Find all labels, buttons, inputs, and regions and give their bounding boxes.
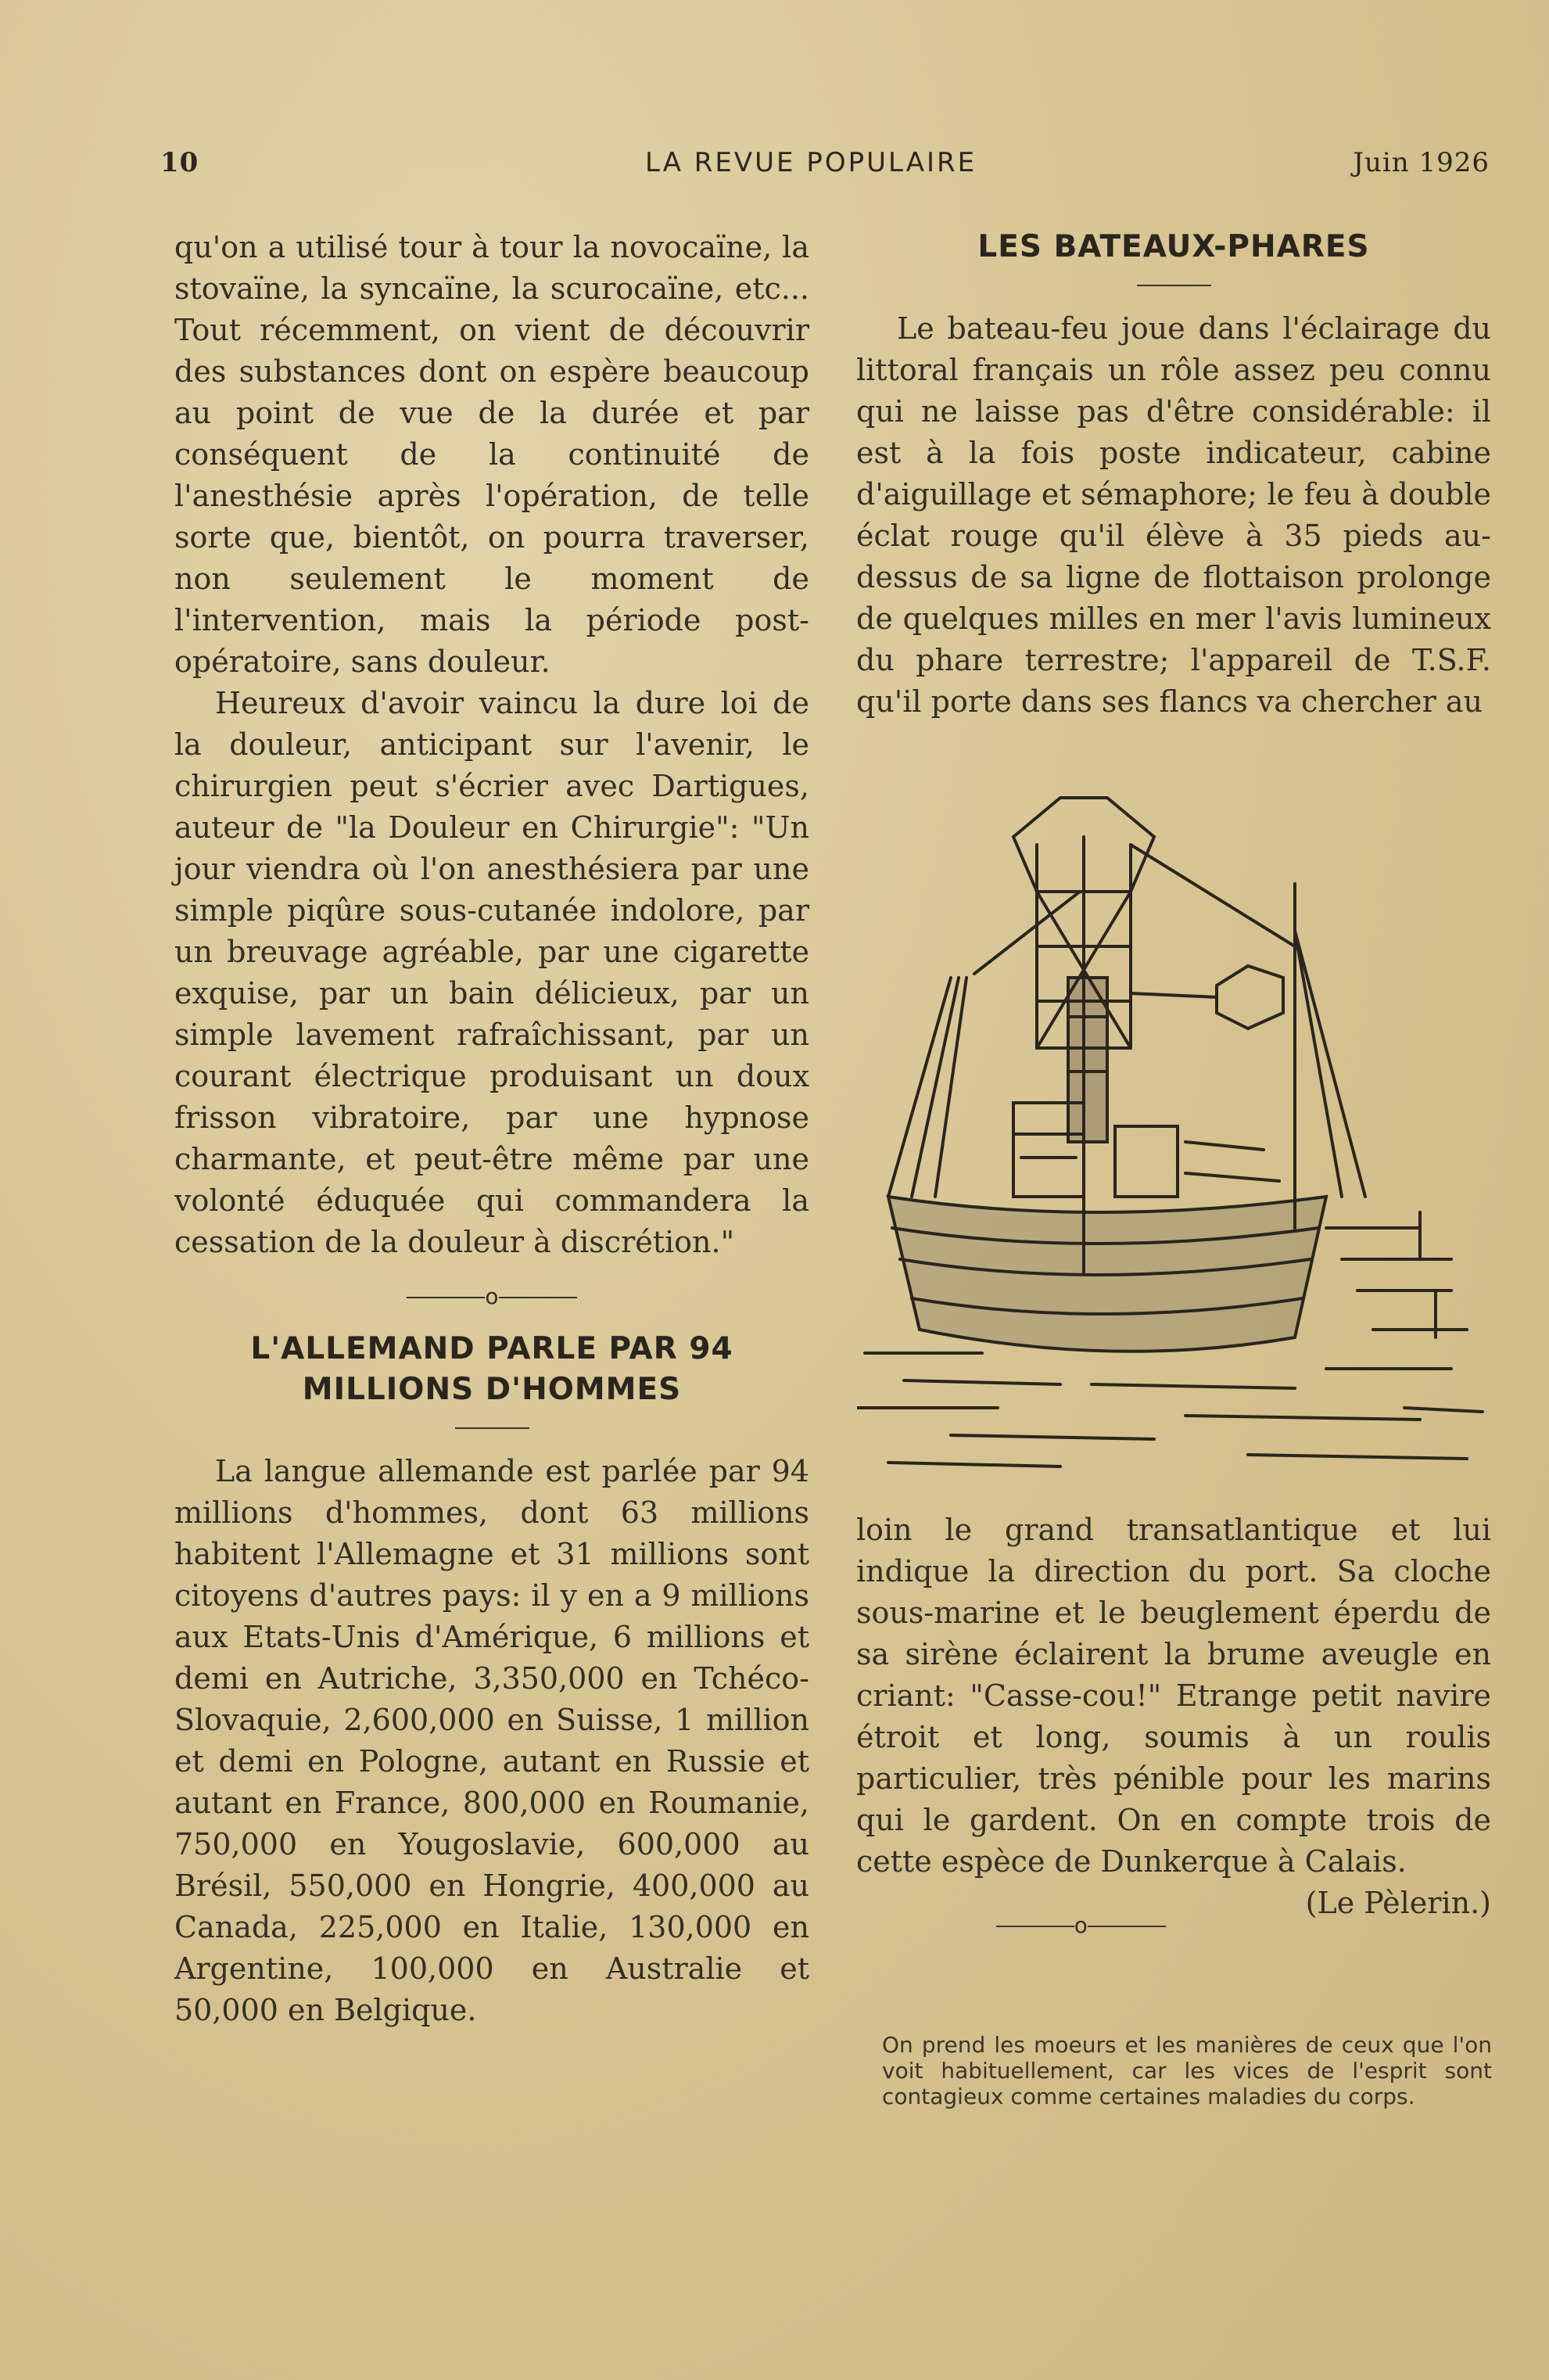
issue-date: Juin 1926 [1353,147,1490,178]
anesthesia-paragraph-2: Heureux d'avoir vaincu la dure loi de la douleur, anticipant sur l'avenir, le chirurgien peut s'écrier avec Dartigues, auteur de "la Douleur en Chirurgie": "Un jour viendra où l'on anesthésiera par une simple piqûre sous-cutanée indolore, par un breuvage agréable, par une cigarette exquise, par un bain délicieux, par un simple lavement rafraîchissant, par un courant électrique produisant un doux frisson vibratoire, par une hypnose charmante, et peut-être même par une volonté éduquée qui commandera la cessation de la douleur à discrétion." [174,686,809,1259]
closing-quote: On prend les moeurs et les manières de ceux que l'on voit habituellement, car les vices de l'esprit sont contagieux comme certaines maladies du corps. [882,2032,1492,2109]
section-separator: o [174,1285,809,1308]
lightship-engraving-icon [857,790,1498,1498]
title-rule [1137,285,1211,286]
journal-title: LA REVUE POPULAIRE [645,147,977,178]
allemand-article-body: La langue allemande est parlée par 94 millions d'hommes, dont 63 millions habitent l'Allemagne et 31 millions sont citoyens d'autres pays: il y en a 9 millions aux Etats-Unis d'Amérique, 6 millions et demi en Autriche, 3,350,000 en Tchéco-Slovaquie, 2,600,000 en Suisse, 1 million et demi en Pologne, autant en Russie et autant en France, 800,000 en Roumanie, 750,000 en Yougoslavie, 600,000 au Brésil, 550,000 en Hongrie, 400,000 au Canada, 225,000 en Italie, 130,000 en Argentine, 100,000 en Australie et 50,000 en Belgique. [174,1454,809,2027]
citation: (Le Pèlerin.) [1305,1886,1491,1920]
section-separator: o [856,1914,1491,1937]
bateaux-phares-body-1: Le bateau-feu joue dans l'éclairage du littoral français un rôle assez peu connu qui ne laisse pas d'être considérable: il est à la fois poste indicateur, cabine d'aiguillage et sémaphore; le feu à double éclat rouge qu'il élève à 35 pieds au-dessus de sa ligne de flottaison prolonge de quelques milles en mer l'avis lumineux du phare terrestre; l'appareil de T.S.F. qu'il porte dans ses flancs va chercher au [856,311,1491,719]
left-column [174,227,809,2031]
right-column-bottom [856,1509,1491,1958]
page-number: 10 [160,147,199,178]
bateaux-phares-body-2: loin le grand transatlantique et lui indique la direction du port. Sa cloche sous-marine et le beuglement éperdu de sa sirène éclairent la brume aveugle en criant: "Casse-cou!" Etrange petit navire étroit et long, soumis à un roulis particulier, très pénible pour les marins qui le gardent. On en compte trois de cette espèce de Dunkerque à Calais. (Le Pèlerin.) [856,1509,1491,1883]
anesthesia-paragraph-1: qu'on a utilisé tour à tour la novocaïne, la stovaïne, la syncaïne, la scurocaïne, etc... Tout récemment, on vient de découvrir des substances dont on espère beaucoup au point de vue de la durée et par conséquent de la continuité de l'anesthésie après l'opération, de telle sorte que, bientôt, on pourra traverser, non seulement le moment de l'intervention, mais la période post-opératoire, sans douleur. [174,230,809,679]
article-title-bateaux-phares: LES BATEAUX-PHARES [977,229,1370,264]
title-rule [455,1427,529,1429]
article-title-allemand: L'ALLEMAND PARLE PAR 94 MILLIONS D'HOMMES [250,1331,733,1407]
right-column-top [856,227,1491,723]
running-head [160,147,1490,186]
